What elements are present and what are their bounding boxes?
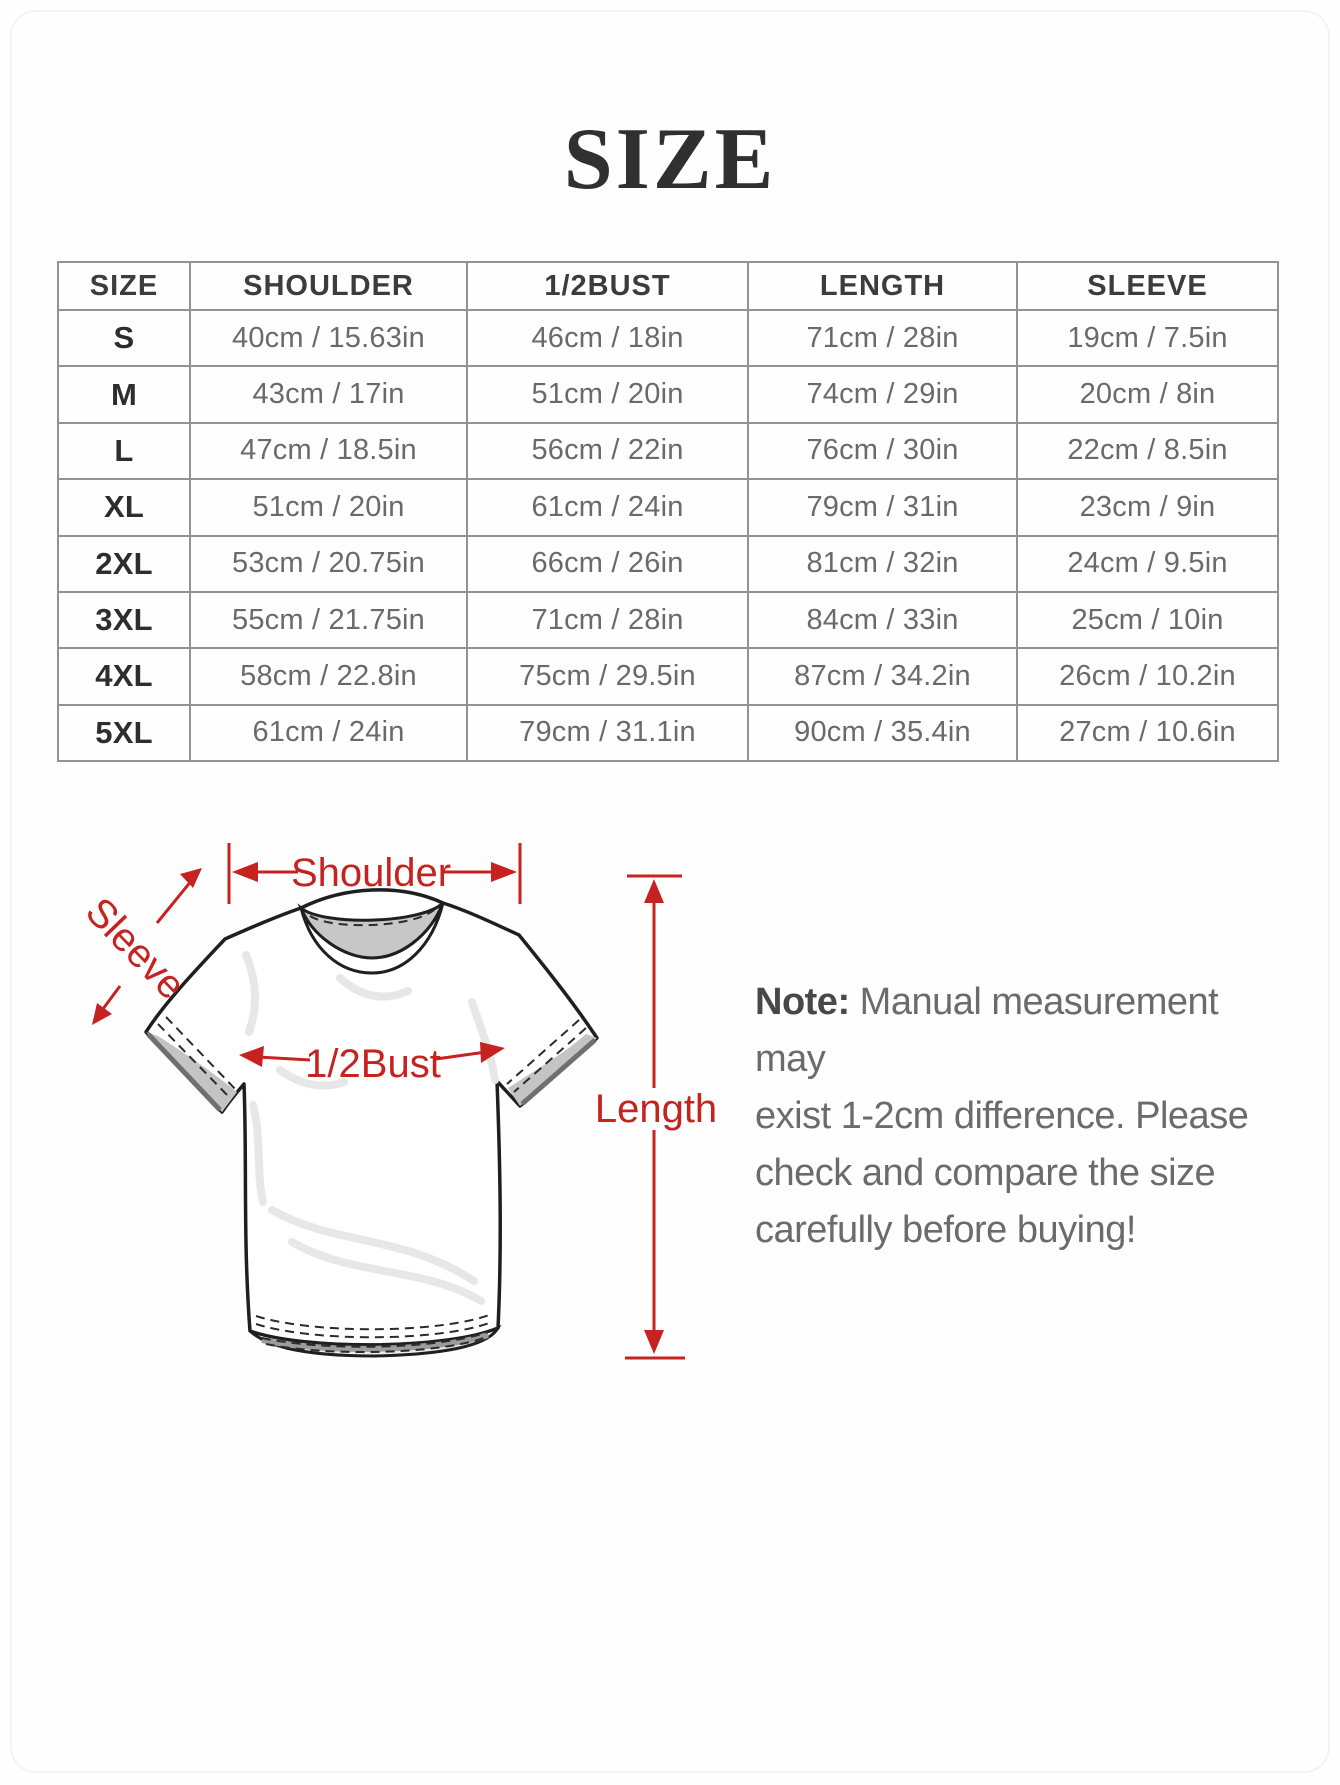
measure-cell: 43cm / 17in [190,366,467,422]
measure-cell: 90cm / 35.4in [748,705,1017,761]
table-row [58,592,1278,648]
size-chart-table [57,261,1277,762]
table-header-row [58,262,1278,310]
length-label: Length [594,1087,718,1131]
measure-cell: 40cm / 15.63in [190,310,467,366]
size-cell: M [58,366,190,422]
header-cell: SHOULDER [190,262,467,310]
measure-cell: 56cm / 22in [467,423,748,479]
measure-cell: 46cm / 18in [467,310,748,366]
measure-cell: 51cm / 20in [467,366,748,422]
measure-cell: 20cm / 8in [1017,366,1278,422]
sleeve-label: Sleeve [76,889,194,1008]
measure-cell: 26cm / 10.2in [1017,648,1278,704]
table-row [58,536,1278,592]
measure-cell: 58cm / 22.8in [190,648,467,704]
header-cell: SLEEVE [1017,262,1278,310]
table-row [58,648,1278,704]
size-cell: XL [58,479,190,535]
measure-cell: 66cm / 26in [467,536,748,592]
measure-cell: 81cm / 32in [748,536,1017,592]
measurement-note [755,974,1295,1259]
measure-cell: 23cm / 9in [1017,479,1278,535]
table-row [58,479,1278,535]
measure-cell: 22cm / 8.5in [1017,423,1278,479]
table-row [58,310,1278,366]
tshirt-illustration [146,890,597,1356]
note-line: exist 1-2cm difference. Please [755,1095,1249,1137]
table-row [58,366,1278,422]
table-row [58,423,1278,479]
shoulder-label: Shoulder [290,851,452,895]
measure-cell: 79cm / 31.1in [467,705,748,761]
shoulder-dimension-arrow [229,843,520,904]
measure-cell: 61cm / 24in [190,705,467,761]
measure-cell: 76cm / 30in [748,423,1017,479]
measure-cell: 19cm / 7.5in [1017,310,1278,366]
measure-cell: 25cm / 10in [1017,592,1278,648]
measure-cell: 74cm / 29in [748,366,1017,422]
measure-cell: 24cm / 9.5in [1017,536,1278,592]
tshirt-measurement-diagram [40,740,740,1400]
measure-cell: 84cm / 33in [748,592,1017,648]
measure-cell: 61cm / 24in [467,479,748,535]
page-title: SIZE [563,111,777,208]
note-line: check and compare the size [755,1152,1216,1194]
measure-cell: 55cm / 21.75in [190,592,467,648]
note-line: carefully before buying! [755,1209,1136,1251]
note-line: Note: Manual measurement may [755,981,1219,1080]
header-cell: SIZE [58,262,190,310]
size-cell: 4XL [58,648,190,704]
header-cell: LENGTH [748,262,1017,310]
size-cell: S [58,310,190,366]
size-cell: 3XL [58,592,190,648]
measure-cell: 71cm / 28in [467,592,748,648]
measure-cell: 53cm / 20.75in [190,536,467,592]
measure-cell: 79cm / 31in [748,479,1017,535]
measure-cell: 87cm / 34.2in [748,648,1017,704]
length-dimension-arrow [595,876,717,1358]
size-cell: L [58,423,190,479]
size-cell: 2XL [58,536,190,592]
half-bust-label: 1/2Bust [305,1042,441,1086]
measure-cell: 51cm / 20in [190,479,467,535]
measure-cell: 71cm / 28in [748,310,1017,366]
size-cell: 5XL [58,705,190,761]
note-prefix: Note: [755,981,850,1023]
header-cell: 1/2BUST [467,262,748,310]
measure-cell: 75cm / 29.5in [467,648,748,704]
measure-cell: 27cm / 10.6in [1017,705,1278,761]
measure-cell: 47cm / 18.5in [190,423,467,479]
